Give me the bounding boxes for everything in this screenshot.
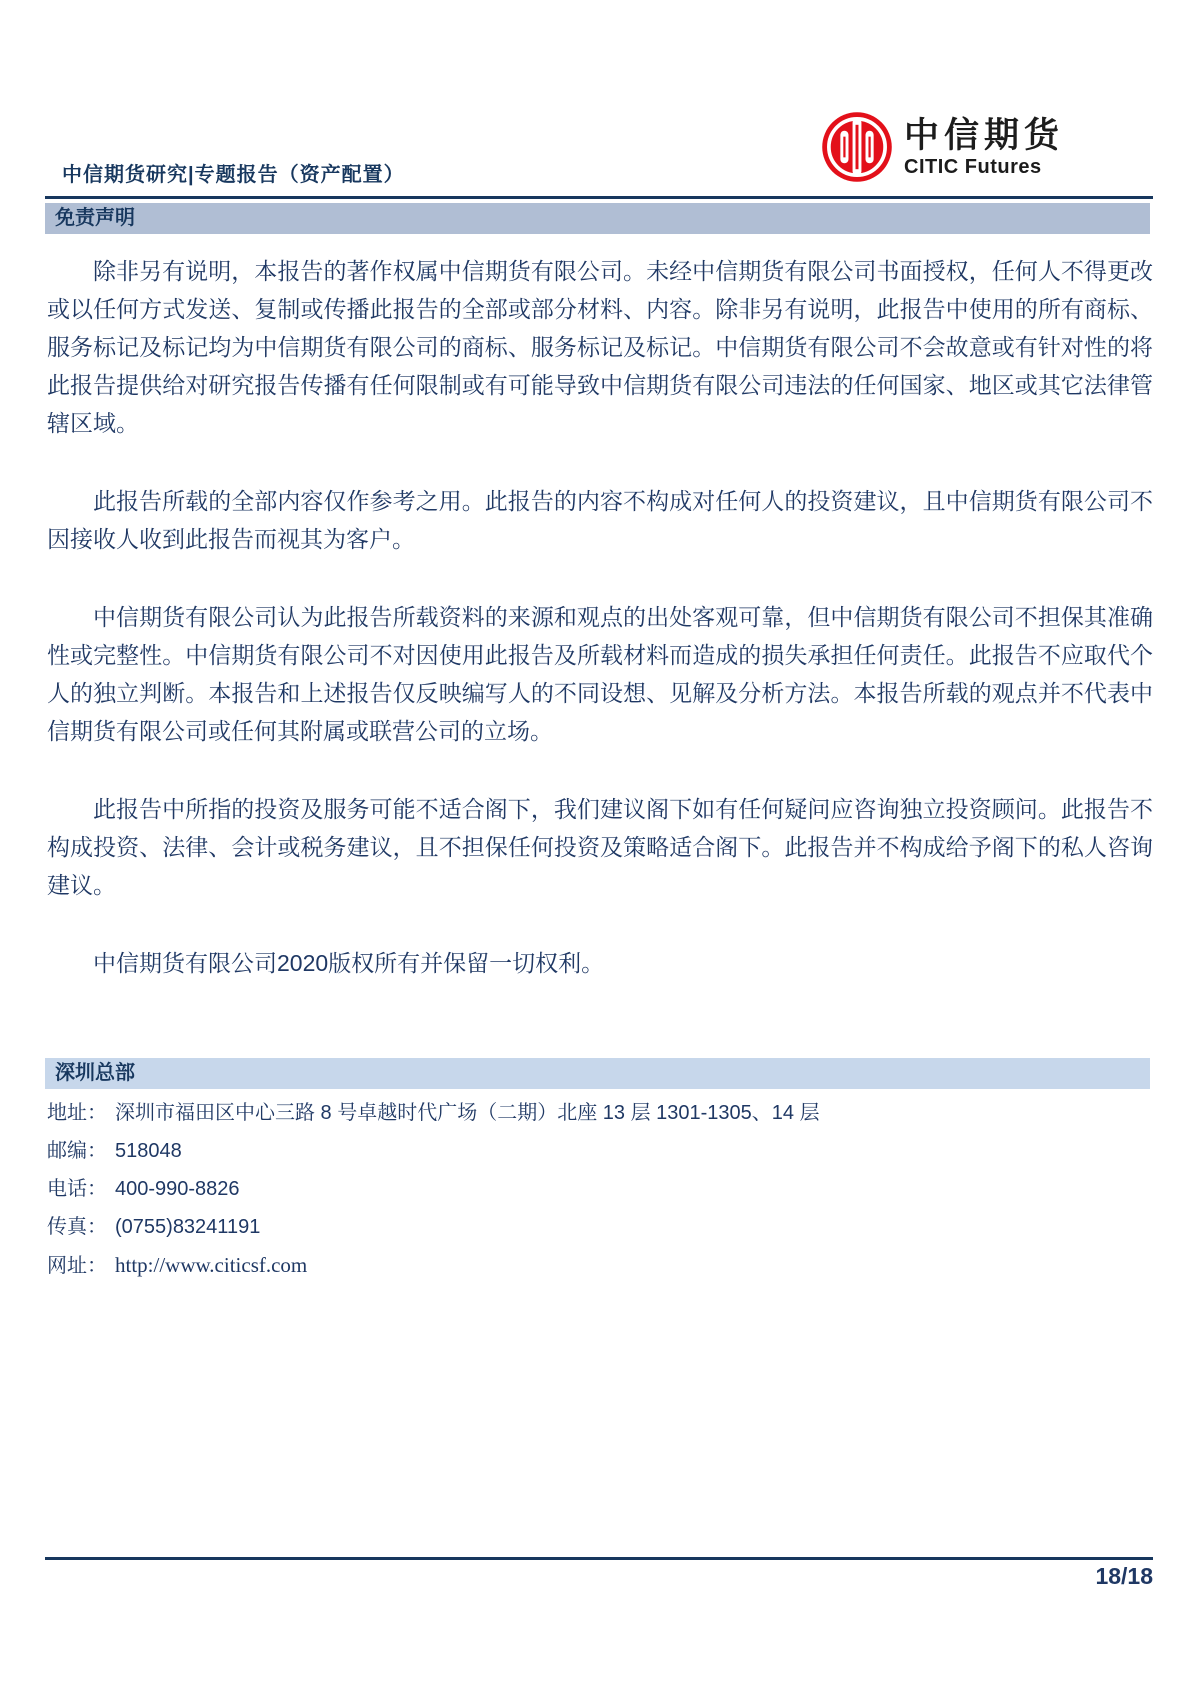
postcode-value: 518048 [115,1140,182,1162]
phone-value: 400-990-8826 [115,1178,240,1200]
disclaimer-paragraph: 除非另有说明，本报告的著作权属中信期货有限公司。未经中信期货有限公司书面授权，任何人不得更改或以任何方式发送、复制或传播此报告的全部或部分材料、内容。除非另有说明，此报告中使用的所有商标、服务标记及标记均为中信期货有限公司的商标、服务标记及标记。中信期货有限公司不会故意或有针对性的将此报告提供给对研究报告传播有任何限制或有可能导致中信期货有限公司违法的任何国家、地区或其它法律管辖区域。 [47,258,1153,436]
disclaimer-paragraph: 此报告所载的全部内容仅作参考之用。此报告的内容不构成对任何人的投资建议，且中信期货有限公司不因接收人收到此报告而视其为客户。 [47,488,1153,552]
report-header-title: 中信期货研究|专题报告（资产配置） [62,164,405,186]
website-link[interactable]: http://www.citicsf.com [115,1253,308,1277]
fax-value: (0755)83241191 [115,1216,261,1238]
logo-cn-text: 中信期货 [904,115,1065,155]
contact-row-address [47,1094,1153,1132]
page-number: 18/18 [1095,1563,1153,1589]
contact-row-postcode [47,1132,1153,1170]
disclaimer-section-banner: 免责声明 [45,203,1150,234]
footer-divider [45,1557,1153,1560]
postcode-label: 邮编： [47,1140,107,1162]
logo-wordmark [904,115,1065,178]
citic-futures-logo [820,110,1064,184]
contact-row-website [47,1246,1153,1284]
contact-row-fax [47,1208,1153,1246]
fax-label: 传真： [47,1216,107,1238]
address-value: 深圳市福田区中心三路 8 号卓越时代广场（二期）北座 13 层 1301-1305、14 层 [115,1102,820,1124]
phone-label: 电话： [47,1178,107,1200]
logo-en-text: CITIC Futures [904,155,1042,178]
disclaimer-paragraph: 此报告中所指的投资及服务可能不适合阁下，我们建议阁下如有任何疑问应咨询独立投资顾问。此报告不构成投资、法律、会计或税务建议，且不担保任何投资及策略适合阁下。此报告并不构成给予阁下的私人咨询建议。 [47,796,1153,898]
disclaimer-paragraph: 中信期货有限公司认为此报告所载资料的来源和观点的出处客观可靠，但中信期货有限公司不担保其准确性或完整性。中信期货有限公司不对因使用此报告及所载材料而造成的损失承担任何责任。此报告不应取代个人的独立判断。本报告和上述报告仅反映编写人的不同设想、见解及分析方法。本报告所载的观点并不代表中信期货有限公司或任何其附属或联营公司的立场。 [47,604,1153,744]
address-label: 地址： [47,1102,107,1124]
copyright-paragraph: 中信期货有限公司2020版权所有并保留一切权利。 [93,950,605,976]
office-section-banner: 深圳总部 [45,1058,1150,1089]
office-contact-list [47,1094,1153,1284]
header-divider [45,196,1153,199]
website-label: 网址： [47,1255,107,1277]
citic-emblem-icon [820,110,894,184]
contact-row-phone [47,1170,1153,1208]
disclaimer-text-block [47,252,1153,1022]
